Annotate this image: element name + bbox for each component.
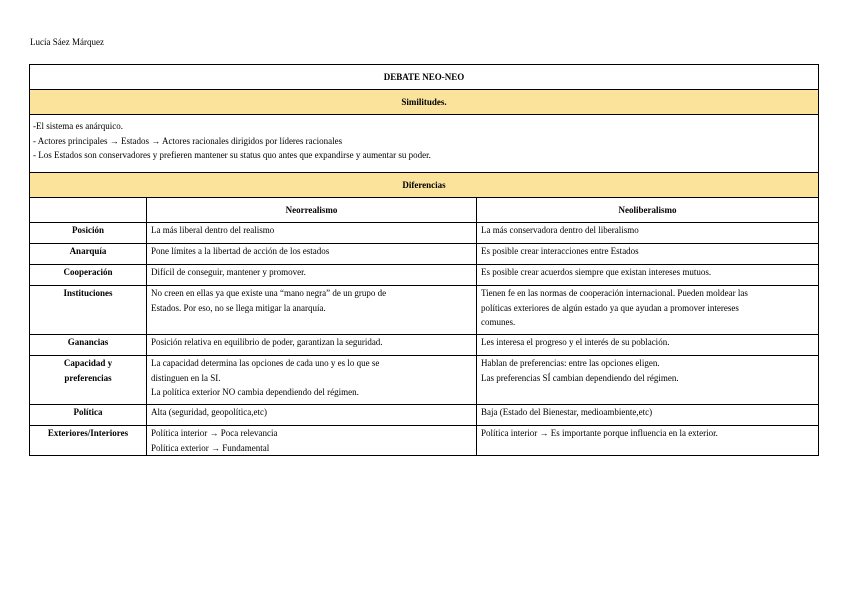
neorrealismo-cell xyxy=(147,223,477,244)
neoliberalismo-cell xyxy=(477,356,819,405)
cell-line: políticas exteriores de algún estado ya que ayudan a promover intereses xyxy=(481,302,739,313)
table-title-row xyxy=(30,65,819,90)
similitudes-heading-row xyxy=(30,90,819,115)
table-row xyxy=(30,223,819,244)
cell-line: Les interesa el progreso y el interés de su población. xyxy=(481,337,670,347)
table-row xyxy=(30,426,819,456)
column-header-empty xyxy=(30,198,147,223)
diferencias-heading-row xyxy=(30,173,819,198)
row-label xyxy=(30,356,147,405)
cell-line: Pone límites a la libertad de acción de los estados xyxy=(151,246,330,256)
cell-line: La más conservadora dentro del liberalismo xyxy=(481,225,639,235)
cell-line: La más liberal dentro del realismo xyxy=(151,225,275,235)
neoliberalismo-cell xyxy=(477,265,819,286)
cell-line: comunes. xyxy=(481,317,516,327)
cell-line: La política exterior NO cambia dependiendo del régimen. xyxy=(151,387,359,397)
row-label: Posición xyxy=(30,223,147,244)
neorrealismo-cell xyxy=(147,286,477,335)
cell-line: Estados. Por eso, no se llega mitigar la anarquía. xyxy=(151,302,326,313)
similitudes-line: -El sistema es anárquico. xyxy=(33,121,123,131)
row-label: Política xyxy=(30,405,147,426)
neorrealismo-cell xyxy=(147,405,477,426)
row-label: Exteriores/Interiores xyxy=(30,426,147,456)
cell-line: Política exterior → Fundamental xyxy=(151,442,270,453)
table-title: DEBATE NEO-NEO xyxy=(30,65,819,90)
cell-line: Posición relativa en equilibrio de poder, garantizan la seguridad. xyxy=(151,337,383,347)
similitudes-line: - Los Estados son conservadores y prefieren mantener su status quo antes que expandirse y aumentar su poder. xyxy=(33,150,431,160)
table-row xyxy=(30,286,819,335)
row-label: Cooperación xyxy=(30,265,147,286)
row-label: Instituciones xyxy=(30,286,147,335)
neoliberalismo-cell xyxy=(477,426,819,456)
cell-line: Hablan de preferencias: entre las opciones eligen. xyxy=(481,358,660,368)
neoliberalismo-cell xyxy=(477,244,819,265)
cell-line: distinguen en la SI. xyxy=(151,372,221,383)
debate-table xyxy=(29,64,819,456)
neoliberalismo-cell xyxy=(477,335,819,356)
cell-line: Alta (seguridad, geopolítica,etc) xyxy=(151,407,267,417)
cell-line: Política interior → Poca relevancia xyxy=(151,428,278,438)
row-label-line: preferencias xyxy=(64,372,112,383)
neoliberalismo-cell xyxy=(477,286,819,335)
neoliberalismo-cell xyxy=(477,223,819,244)
column-header-neorrealismo: Neorrealismo xyxy=(147,198,477,223)
cell-line: Baja (Estado del Bienestar, medioambiente,etc) xyxy=(481,407,653,417)
cell-line: Política interior → Es importante porque influencia en la exterior. xyxy=(481,428,718,438)
similitudes-row xyxy=(30,115,819,173)
cell-line: Las preferencias SÍ cambian dependiendo del régimen. xyxy=(481,372,679,383)
cell-line: No creen en ellas ya que existe una “mano negra” de un grupo de xyxy=(151,288,387,298)
diferencias-heading: Diferencias xyxy=(30,173,819,198)
cell-line: Es posible crear acuerdos siempre que existan intereses mutuos. xyxy=(481,267,712,277)
row-label: Anarquía xyxy=(30,244,147,265)
author-name: Lucía Sáez Márquez xyxy=(30,37,104,47)
similitudes-line: - Actores principales → Estados → Actores racionales dirigidos por líderes racionales xyxy=(33,135,343,146)
table-row xyxy=(30,356,819,405)
column-header-row xyxy=(30,198,819,223)
table-row xyxy=(30,405,819,426)
neorrealismo-cell xyxy=(147,244,477,265)
neoliberalismo-cell xyxy=(477,405,819,426)
neorrealismo-cell xyxy=(147,265,477,286)
row-label-line: Capacidad y xyxy=(63,358,113,368)
cell-line: La capacidad determina las opciones de cada uno y es lo que se xyxy=(151,358,380,368)
column-header-neoliberalismo: Neoliberalismo xyxy=(477,198,819,223)
row-label: Ganancias xyxy=(30,335,147,356)
neorrealismo-cell xyxy=(147,335,477,356)
table-row xyxy=(30,335,819,356)
table-row xyxy=(30,244,819,265)
table-row xyxy=(30,265,819,286)
similitudes-heading: Similitudes. xyxy=(30,90,819,115)
neorrealismo-cell xyxy=(147,356,477,405)
cell-line: Difícil de conseguir, mantener y promover. xyxy=(151,267,306,277)
similitudes-text xyxy=(30,115,819,173)
neorrealismo-cell xyxy=(147,426,477,456)
cell-line: Es posible crear interacciones entre Estados xyxy=(481,246,639,256)
cell-line: Tienen fe en las normas de cooperación internacional. Pueden moldear las xyxy=(481,288,748,298)
